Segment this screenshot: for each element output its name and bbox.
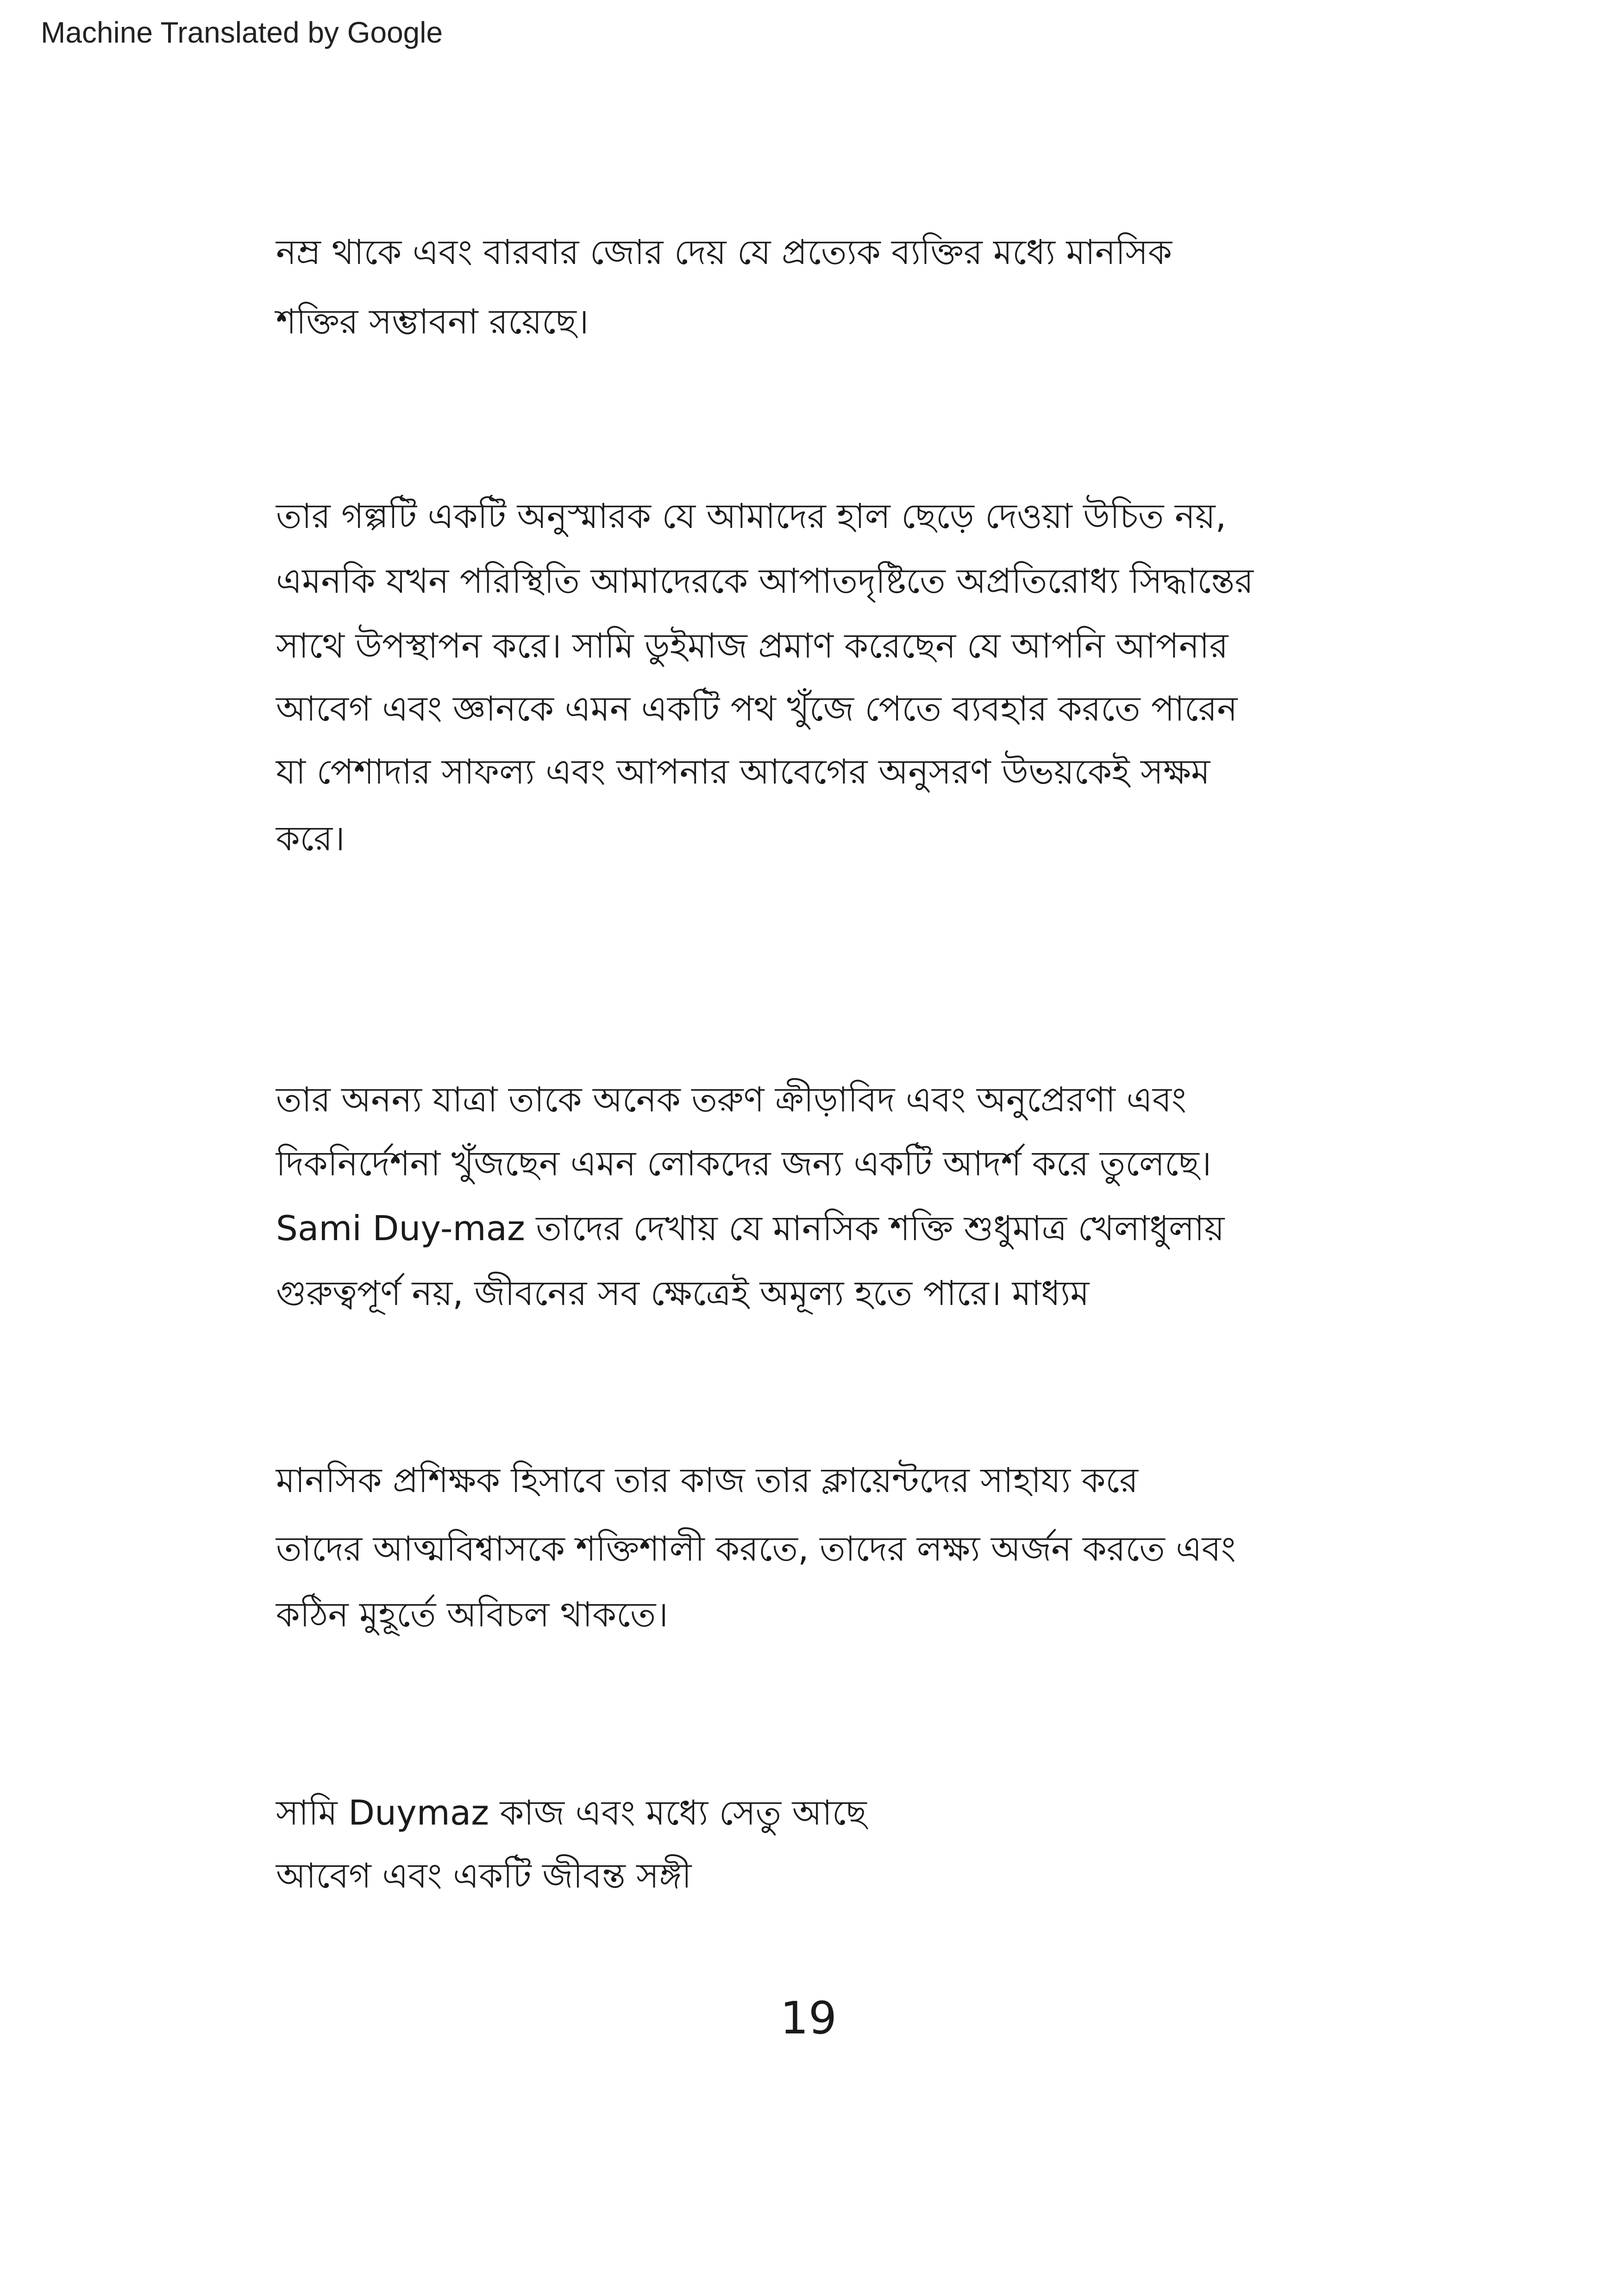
- text-line: কঠিন মুহূর্তে অবিচল থাকতে।: [276, 1595, 668, 1635]
- text-line: মানসিক প্রশিক্ষক হিসাবে তার কাজ তার ক্লায়েন্টদের সাহায্য করে: [276, 1461, 1138, 1500]
- text-line: এমনকি যখন পরিস্থিতি আমাদেরকে আপাতদৃষ্টিতে অপ্রতিরোধ্য সিদ্ধান্তের: [276, 561, 1253, 601]
- text-line: আবেগ এবং জ্ঞানকে এমন একটি পথ খুঁজে পেতে ব্যবহার করতে পারেন: [276, 689, 1238, 729]
- page-number: 19: [780, 1992, 837, 2044]
- text-line: শক্তির সম্ভাবনা রয়েছে।: [276, 302, 589, 342]
- text-line: যা পেশাদার সাফল্য এবং আপনার আবেগের অনুসরণ উভয়কেই সক্ষম: [276, 752, 1210, 792]
- text-line: গুরুত্বপূর্ণ নয়, জীবনের সব ক্ষেত্রেই অমূল্য হতে পারে। মাধ্যম: [276, 1273, 1090, 1313]
- text-line: সামি Duymaz কাজ এবং মধ্যে সেতু আছে: [276, 1793, 867, 1833]
- text-line: Sami Duy-maz তাদের দেখায় যে মানসিক শক্তি শুধুমাত্র খেলাধুলায়: [276, 1209, 1225, 1248]
- text-line: তার অনন্য যাত্রা তাকে অনেক তরুণ ক্রীড়াবিদ এবং অনুপ্রেরণা এবং: [276, 1080, 1186, 1120]
- text-line: দিকনির্দেশনা খুঁজছেন এমন লোকদের জন্য একটি আদর্শ করে তুলেছে।: [276, 1144, 1212, 1184]
- machine-translated-label: Machine Translated by Google: [41, 16, 443, 49]
- text-line: করে।: [276, 819, 345, 859]
- text-line: সাথে উপস্থাপন করে। সামি ডুইমাজ প্রমাণ করেছেন যে আপনি আপনার: [276, 626, 1228, 666]
- text-line: নম্র থাকে এবং বারবার জোর দেয় যে প্রত্যেক ব্যক্তির মধ্যে মানসিক: [276, 232, 1172, 272]
- text-line: তার গল্পটি একটি অনুস্মারক যে আমাদের হাল ছেড়ে দেওয়া উচিত নয়,: [276, 496, 1227, 536]
- text-line: আবেগ এবং একটি জীবন্ত সঙ্গী: [276, 1856, 692, 1896]
- text-line: তাদের আত্মবিশ্বাসকে শক্তিশালী করতে, তাদের লক্ষ্য অর্জন করতে এবং: [276, 1529, 1236, 1569]
